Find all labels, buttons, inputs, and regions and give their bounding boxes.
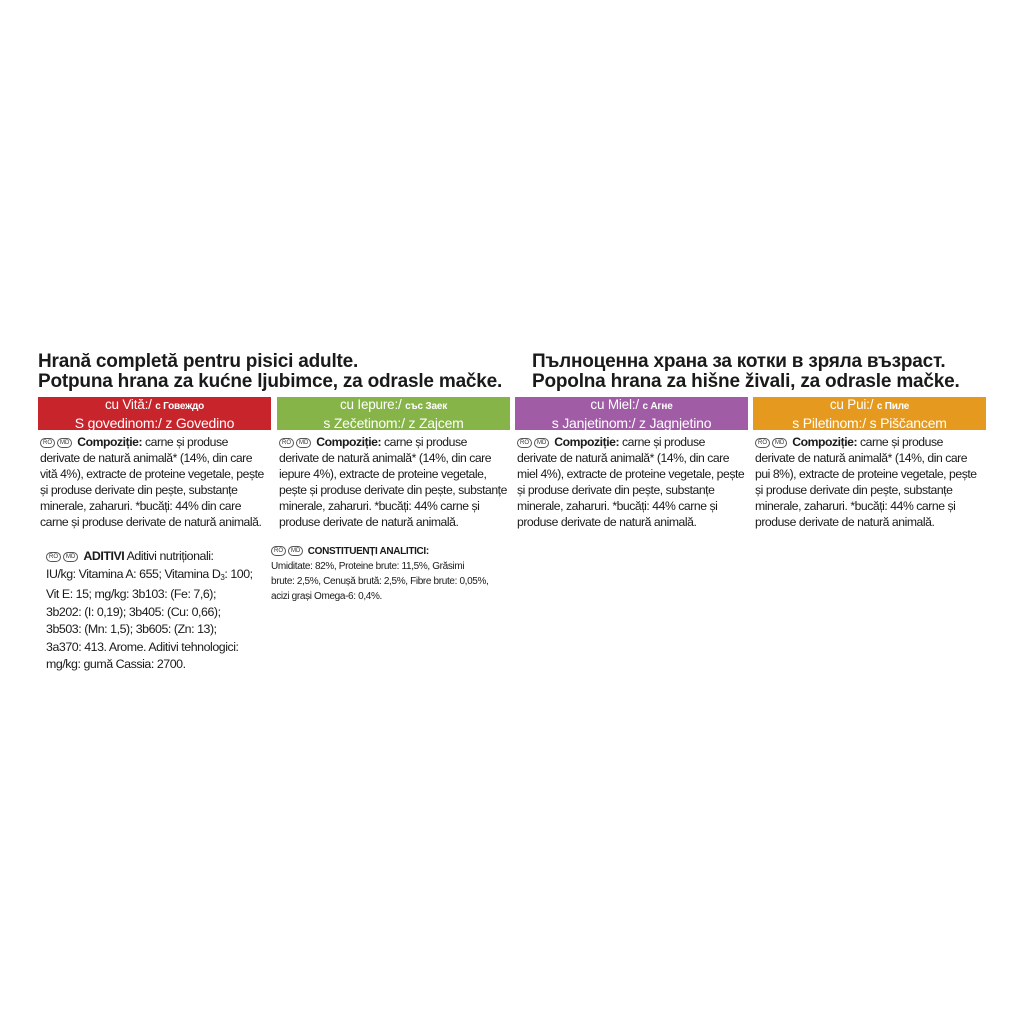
- additives-line: : 100;: [224, 566, 253, 581]
- additives-heading: ADITIVI: [83, 549, 125, 563]
- additives-line: 3a370: 413. Arome. Aditivi tehnologici:: [46, 639, 239, 654]
- additives-line: 3b202: (I: 0,19); 3b405: (Cu: 0,66);: [46, 604, 221, 619]
- ro-badge: RO: [755, 438, 770, 448]
- variant-label-line2: s Janjetinom:/ z Jagnjetino: [551, 415, 712, 431]
- headline-line: Potpuna hrana za kućne ljubimce, za odrasle mačke.: [38, 371, 503, 392]
- variant-band-beef: [38, 397, 271, 430]
- composition-chicken: [755, 434, 983, 530]
- ro-badge: RO: [40, 438, 55, 448]
- additives-block: [46, 548, 266, 674]
- variant-label-line2: s Zečetinom:/ z Zajcem: [323, 415, 464, 431]
- headline-line: Popolna hrana za hišne živali, za odrasle mačke.: [532, 371, 960, 392]
- variant-label: cu Iepure:/: [339, 397, 402, 412]
- ro-badge: RO: [271, 546, 286, 556]
- composition-heading: Compoziție:: [792, 435, 858, 449]
- variant-label-line2: S govedinom:/ z Govedino: [74, 415, 235, 431]
- composition-text: carne și produse derivate de natură animală* (14%, din care vită 4%), extracte de proteine vegetale, pește și produse derivate din pește, substanțe minerale, zaharuri. *bucăți: 44% din care carne și produse derivate de natură animală.: [40, 435, 264, 529]
- variant-label: cu Pui:/: [829, 397, 874, 412]
- composition-text: carne și produse derivate de natură animală* (14%, din care iepure 4%), extracte de proteine vegetale, pește și produse derivate din pește, substanțe minerale, zaharuri. *bucăți: 44% carne și produse derivate de natură animală.: [279, 435, 507, 529]
- composition-heading: Compoziție:: [554, 435, 620, 449]
- ro-badge: RO: [46, 552, 61, 562]
- md-badge: MD: [772, 438, 787, 448]
- subscript: 3: [220, 572, 225, 582]
- ro-badge: RO: [517, 438, 532, 448]
- md-badge: MD: [57, 438, 72, 448]
- ro-badge: RO: [279, 438, 294, 448]
- additives-line: Aditivi nutriționali:: [126, 549, 214, 563]
- variant-label-bg: с Пиле: [876, 401, 910, 412]
- variant-label: cu Vită:/: [104, 397, 152, 412]
- variant-band-rabbit: [277, 397, 510, 430]
- variant-label: cu Miel:/: [590, 397, 639, 412]
- variant-label-bg: с Агне: [642, 401, 673, 412]
- composition-text: carne și produse derivate de natură animală* (14%, din care miel 4%), extracte de proteine vegetale, pește și produse derivate din pește, substanțe minerale, zaharuri. *bucăți: 44% carne și produse derivate de natură animală.: [517, 435, 745, 529]
- analytical-constituents-block: [271, 544, 511, 604]
- analytic-heading: CONSTITUENȚI ANALITICI:: [307, 546, 429, 557]
- composition-heading: Compoziție:: [77, 435, 143, 449]
- composition-text: carne și produse derivate de natură animală* (14%, din care pui 8%), extracte de proteine vegetale, pește și produse derivate din pește, substanțe minerale, zaharuri. *bucăți: 44% carne și produse derivate de natură animală.: [755, 435, 977, 529]
- additives-line: IU/kg: Vitamina A: 655; Vitamina D: [46, 566, 221, 581]
- variant-band-chicken: [753, 397, 986, 430]
- headline-romanian-croatian: [38, 352, 502, 392]
- composition-lamb: [517, 434, 745, 530]
- additives-line: mg/kg: gumă Cassia: 2700.: [46, 657, 186, 671]
- variant-band-lamb: [515, 397, 748, 430]
- headline-line: Hrană completă pentru pisici adulte.: [38, 351, 359, 372]
- md-badge: MD: [534, 438, 549, 448]
- analytic-line: acizi grași Omega-6: 0,4%.: [271, 591, 382, 602]
- composition-rabbit: [279, 434, 507, 530]
- md-badge: MD: [288, 546, 303, 556]
- additives-line: 3b503: (Mn: 1,5); 3b605: (Zn: 13);: [46, 622, 217, 636]
- analytic-line: brute: 2,5%, Cenușă brută: 2,5%, Fibre brute: 0,05%,: [271, 576, 489, 587]
- composition-beef: [40, 434, 268, 530]
- headline-bulgarian-slovenian: [532, 352, 960, 392]
- variant-label-bg: с Говеждо: [155, 401, 205, 412]
- md-badge: MD: [296, 438, 311, 448]
- md-badge: MD: [63, 552, 78, 562]
- headline-line: Пълноценна храна за котки в зряла възраст.: [532, 351, 946, 372]
- composition-heading: Compoziție:: [316, 435, 382, 449]
- additives-line: Vit E: 15; mg/kg: 3b103: (Fe: 7,6);: [46, 587, 216, 601]
- variant-label-bg: със Заек: [405, 401, 447, 412]
- analytic-line: Umiditate: 82%, Proteine brute: 11,5%, Grăsimi: [271, 561, 465, 572]
- variant-label-line2: s Piletinom:/ s Piščancem: [792, 415, 947, 431]
